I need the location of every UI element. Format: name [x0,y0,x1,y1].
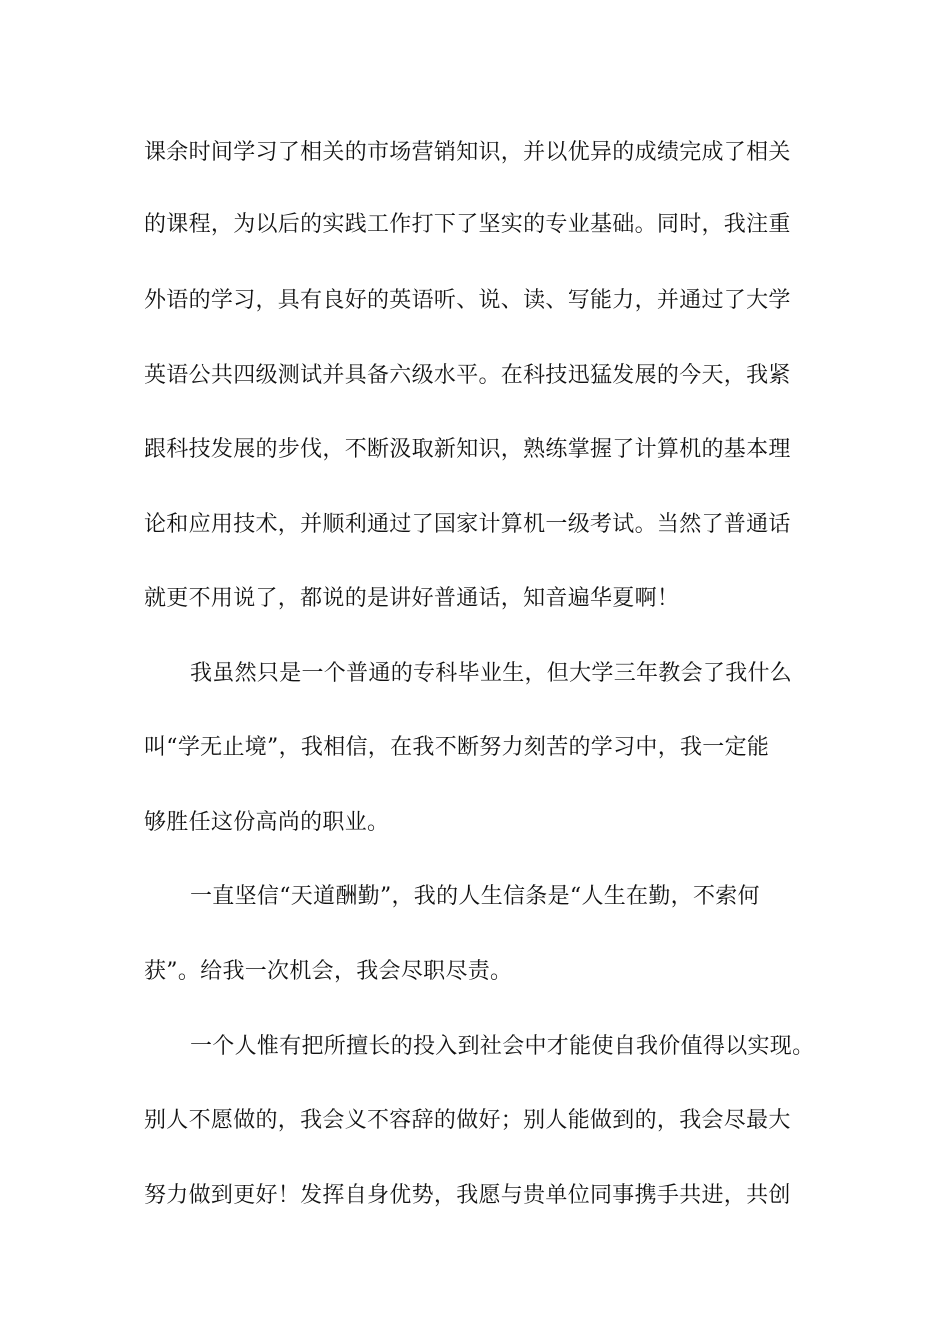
text-line: 叫“学无止境”，我相信，在我不断努力刻苦的学习中，我一定能 [144,735,770,760]
text-line: 论和应用技术，并顺利通过了国家计算机一级考试。当然了普通话 [144,512,791,537]
text-line: 够胜任这份高尚的职业。 [144,810,390,835]
text-line: 外语的学习，具有良好的英语听、说、读、写能力，并通过了大学 [144,288,791,313]
text-line: 获”。给我一次机会，我会尽职尽责。 [144,959,513,984]
text-line: 英语公共四级测试并具备六级水平。在科技迅猛发展的今天，我紧 [144,363,791,388]
paragraph-first-line: 我虽然只是一个普通的专科毕业生，但大学三年教会了我什么 [190,661,793,686]
text-line: 跟科技发展的步伐，不断汲取新知识，熟练掌握了计算机的基本理 [144,437,791,462]
text-line: 课余时间学习了相关的市场营销知识，并以优异的成绩完成了相关 [144,140,791,165]
text-line: 就更不用说了，都说的是讲好普通话，知音遍华夏啊！ [144,586,680,611]
text-line: 的课程，为以后的实践工作打下了坚实的专业基础。同时，我注重 [144,212,791,237]
text-line: 努力做到更好！发挥自身优势，我愿与贵单位同事携手共进，共创 [144,1183,791,1208]
text-line: 别人不愿做的，我会义不容辞的做好；别人能做到的，我会尽最大 [144,1108,791,1133]
paragraph-first-line: 一直坚信“天道酬勤”，我的人生信条是“人生在勤，不索何 [190,884,760,909]
paragraph-first-line: 一个人惟有把所擅长的投入到社会中才能使自我价值得以实现。 [190,1034,815,1059]
